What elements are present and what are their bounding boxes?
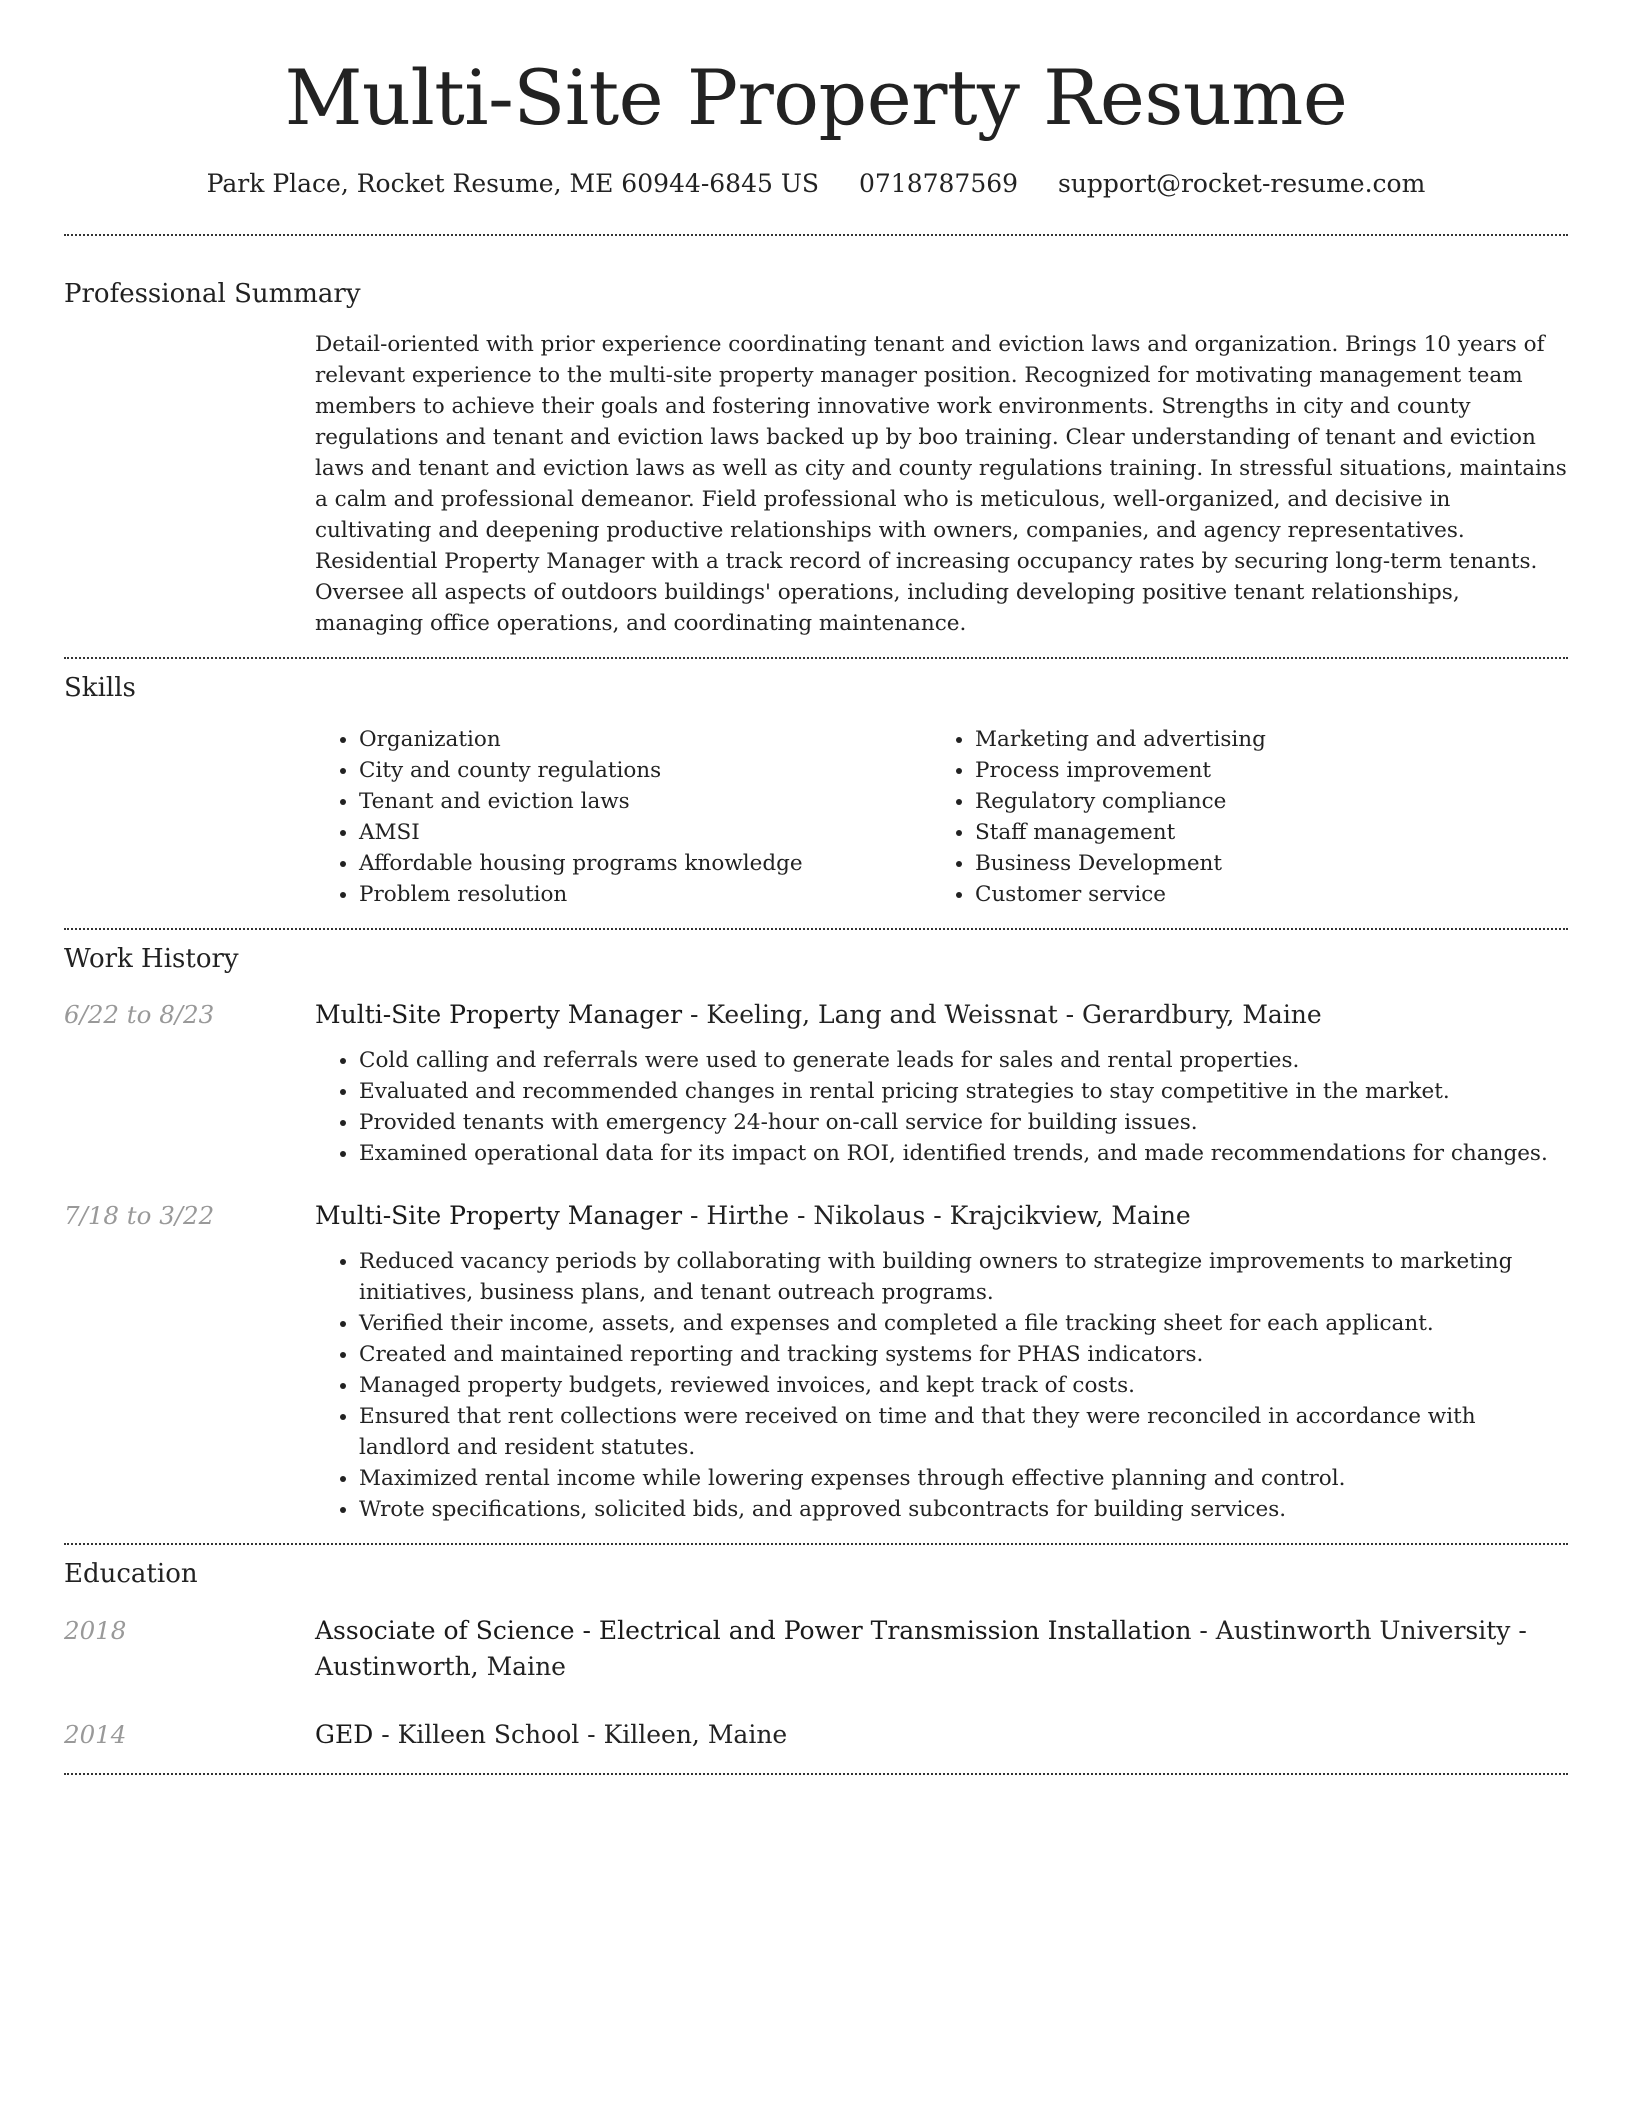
skills-heading: Skills [64,673,136,703]
summary-body [315,329,1568,639]
job-bullet: • Verified their income, assets, and expenses and completed a file tracking sheet for each applicant. [359,1308,1568,1339]
resume-content [64,0,1568,1775]
job-dates: 6/22 to 8/23 [64,1000,215,1029]
skills-column-1 [315,724,931,910]
skill-item: • Marketing and advertising [975,724,1266,755]
education-title [315,1717,787,1753]
divider [64,234,1568,236]
summary-heading: Professional Summary [64,279,361,309]
skill-item: • Staff management [975,817,1266,848]
job-title [315,997,1322,1033]
job-bullet: • Cold calling and referrals were used to generate leads for sales and rental properties. [359,1045,1568,1076]
summary-text: Detail-oriented with prior experience coordinating tenant and eviction laws and organization. Brings 10 years of relevant experience to the multi-site property manager position. Recognized for motivating management team members to achieve their goals and fostering innovative work environments. Strengths in city and county regulations and tenant and eviction laws backed up by boo training. Clear understanding of tenant and eviction laws and tenant and eviction laws as well as city and county regulations training. In stressful situations, maintains a calm and professional demeanor. Field professional who is meticulous, well-organized, and decisive in cultivating and deepening productive relationships with owners, companies, and agency representatives. Residential Property Manager with a track record of increasing occupancy rates by securing long-term tenants. Oversee all aspects of outdoors buildings' operations, including developing positive tenant relationships, managing office operations, and coordinating maintenance. [315,332,1567,636]
job-bullet: • Maximized rental income while lowering expenses through effective planning and control. [359,1463,1568,1494]
divider [64,657,1568,659]
education-degree: Associate of Science - Electrical and Power Transmission Installation [315,1616,1192,1645]
education-entry [64,1717,1568,1753]
resume-title: Multi-Site Property Resume [284,53,1348,142]
job-dates: 7/18 to 3/22 [64,1201,215,1230]
contact-phone: 0718787569 [858,169,1019,198]
education-entry [64,1613,1568,1685]
job-bullet: • Evaluated and recommended changes in rental pricing strategies to stay competitive in the market. [359,1076,1568,1107]
education-year: 2018 [64,1616,127,1645]
skill-item: • Problem resolution [359,879,931,910]
skills-column-2 [931,724,1266,910]
skill-item: • Customer service [975,879,1266,910]
job-entry [64,997,1568,1169]
skill-item: • Affordable housing programs knowledge [359,848,931,879]
job-title [315,1198,1191,1234]
skill-item: • Organization [359,724,931,755]
skill-item: • Process improvement [975,755,1266,786]
job-entry [64,1198,1568,1525]
job-position: Multi-Site Property Manager [315,1000,683,1029]
job-employer: - Hirthe - Nikolaus - Krajcikview, Maine [682,1201,1191,1230]
job-bullet: • Created and maintained reporting and tracking systems for PHAS indicators. [359,1339,1568,1370]
job-bullet: • Ensured that rent collections were received on time and that they were reconciled in accordance with landlord and resident statutes. [359,1401,1568,1463]
job-position: Multi-Site Property Manager [315,1201,683,1230]
skill-item: • Regulatory compliance [975,786,1266,817]
education-school: - Killeen School - Killeen, Maine [373,1720,788,1749]
divider [64,1543,1568,1545]
job-bullet: • Provided tenants with emergency 24-hour on-call service for building issues. [359,1107,1568,1138]
education-year: 2014 [64,1720,127,1749]
job-bullet: • Managed property budgets, reviewed invoices, and kept track of costs. [359,1370,1568,1401]
work-heading: Work History [64,944,239,974]
job-bullet: • Examined operational data for its impact on ROI, identified trends, and made recommendations for changes. [359,1138,1568,1169]
education-heading: Education [64,1559,198,1589]
contact-email: support@rocket-resume.com [1058,169,1426,198]
job-bullets [315,1045,1568,1169]
job-bullet: • Wrote specifications, solicited bids, and approved subcontracts for building services. [359,1494,1568,1525]
divider [64,928,1568,930]
skill-item: • City and county regulations [359,755,931,786]
job-bullets [315,1246,1568,1525]
job-bullet: • Reduced vacancy periods by collaborating with building owners to strategize improvements to marketing initiatives, business plans, and tenant outreach programs. [359,1246,1568,1308]
skill-item: • AMSI [359,817,931,848]
job-employer: - Keeling, Lang and Weissnat - Gerardbury, Maine [682,1000,1322,1029]
divider [64,1773,1568,1775]
education-title [315,1613,1568,1685]
skills-list [315,724,1568,910]
skill-item: • Tenant and eviction laws [359,786,931,817]
education-degree: GED [315,1720,374,1749]
education-school: - Austinworth University - Austinworth, Maine [315,1616,1527,1681]
contact-address: Park Place, Rocket Resume, ME 60944-6845 US [206,169,820,198]
skill-item: • Business Development [975,848,1266,879]
contact-line [64,168,1568,200]
